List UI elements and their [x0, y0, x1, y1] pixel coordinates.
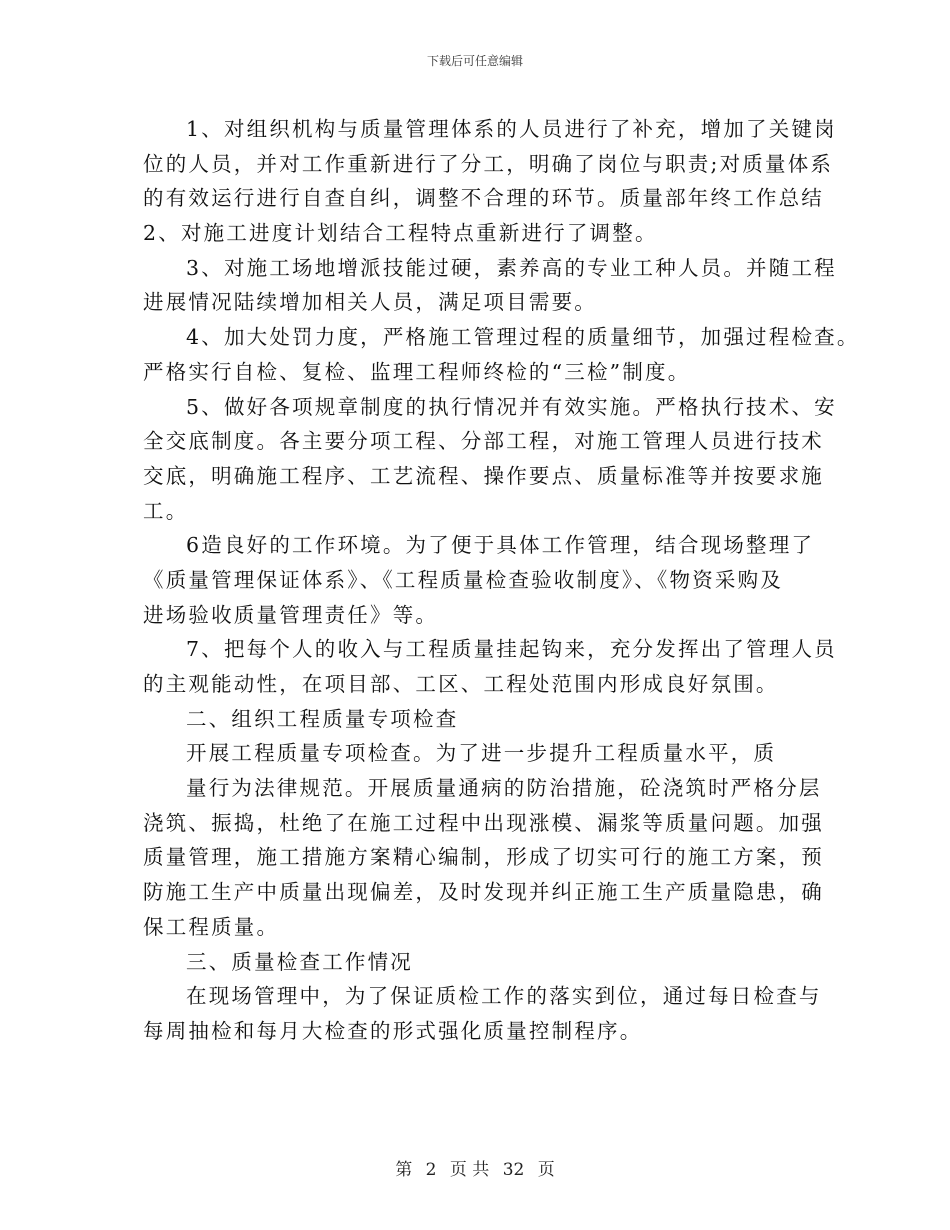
- section-heading: 三、质量检查工作情况: [186, 949, 413, 974]
- page-number: 2: [425, 1160, 437, 1180]
- text-line: 浇筑、振捣，杜绝了在施工过程中出现涨模、漏浆等质量问题。加强: [143, 810, 824, 835]
- text-line: 的主观能动性，在项目部、工区、工程处范围内形成良好氛围。: [143, 672, 779, 696]
- text-line: 1、对组织机构与质量管理体系的人员进行了补充，增加了关键岗: [186, 117, 837, 141]
- text-line: 2、对施工进度计划结合工程特点重新进行了调整。: [143, 221, 658, 246]
- text-line: 开展工程质量专项检查。为了进一步提升工程质量水平，质: [186, 741, 777, 766]
- page-total: 32: [502, 1160, 525, 1180]
- page-header: 下载后可任意编辑: [426, 54, 523, 68]
- document-body: [143, 112, 860, 1049]
- text-line: 在现场管理中，为了保证质检工作的落实到位，通过每日检查与: [186, 984, 822, 1009]
- text-line: 位的人员，并对工作重新进行了分工，明确了岗位与职责;对质量体系: [143, 151, 834, 176]
- text-line: 7、把每个人的收入与工程质量挂起钩来，充分发挥出了管理人员: [186, 637, 837, 662]
- footer-middle: 页 共: [449, 1160, 490, 1180]
- text-line: 量行为法律规范。开展质量通病的防治措施，砼浇筑时严格分层: [186, 776, 822, 801]
- text-line: 保工程质量。: [143, 914, 280, 939]
- footer-prefix: 第: [395, 1160, 413, 1180]
- text-line: 质量管理，施工措施方案精心编制，形成了切实可行的施工方案，预: [143, 845, 824, 870]
- text-line: 6造良好的工作环境。为了便于具体工作管理，结合现场整理了: [186, 533, 815, 558]
- text-line: 4、加大处罚力度，严格施工管理过程的质量细节，加强过程检查。: [186, 325, 860, 350]
- text-line: 进场验收质量管理责任》等。: [143, 602, 439, 627]
- text-line: 防施工生产中质量出现偏差，及时发现并纠正施工生产质量隐患，确: [143, 880, 824, 905]
- section-heading: 二、组织工程质量专项检查: [186, 706, 459, 731]
- footer-suffix: 页: [537, 1160, 555, 1180]
- text-line: 工。: [143, 498, 189, 523]
- text-line: 全交底制度。各主要分项工程、分部工程，对施工管理人员进行技术: [143, 429, 824, 454]
- text-line: 3、对施工场地增派技能过硬，素养高的专业工种人员。并随工程: [186, 255, 837, 280]
- text-line: 严格实行自检、复检、监理工程师终检的“三检”制度。: [143, 359, 691, 384]
- text-line: 《质量管理保证体系》、《工程质量检查验收制度》、《物资采购及: [143, 567, 783, 592]
- text-line: 每周抽检和每月大检查的形式强化质量控制程序。: [143, 1018, 643, 1043]
- text-line: 进展情况陆续增加相关人员，满足项目需要。: [143, 290, 597, 315]
- text-line: 的有效运行进行自查自纠，调整不合理的环节。质量部年终工作总结: [143, 186, 824, 211]
- page-footer: [0, 1155, 950, 1180]
- text-line: 5、做好各项规章制度的执行情况并有效实施。严格执行技术、安: [186, 394, 837, 419]
- text-line: 交底，明确施工程序、工艺流程、操作要点、质量标准等并按要求施: [143, 463, 824, 488]
